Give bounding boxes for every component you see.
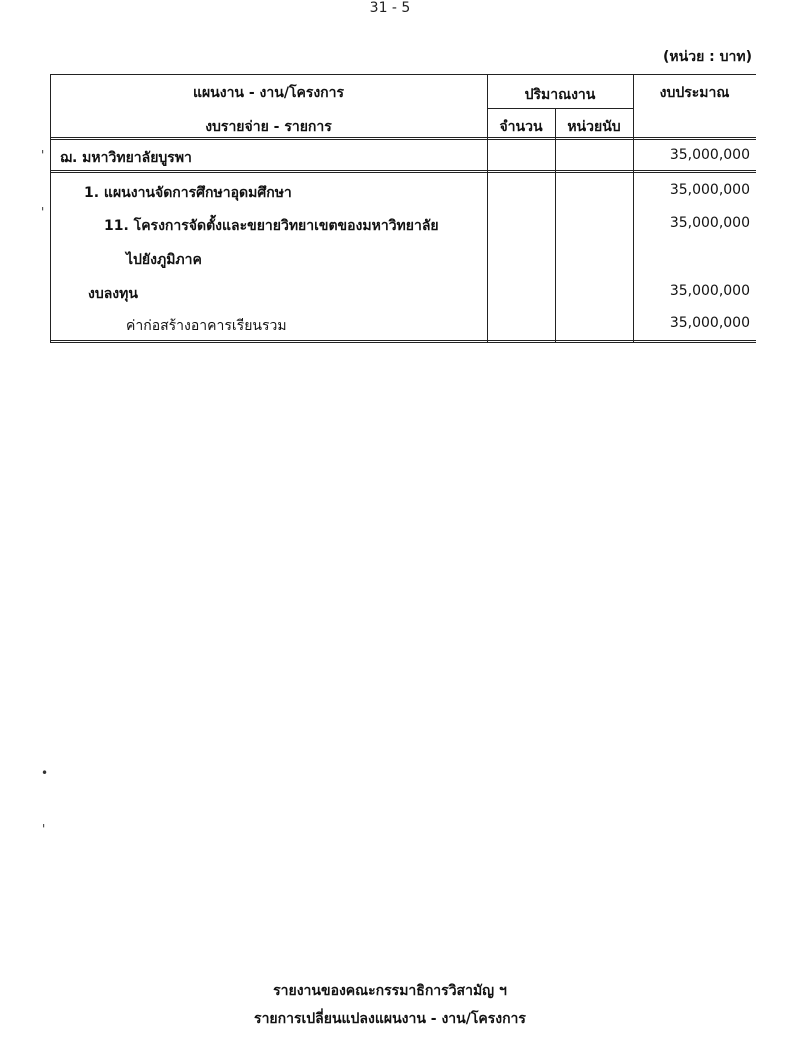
header-quantity: ปริมาณงาน [524, 87, 596, 103]
project-row-label-cont: ไปยังภูมิภาค [126, 252, 202, 268]
agency-label: ฌ. มหาวิทยาลัยบูรพา [60, 150, 192, 166]
project-row-budget: 35,000,000 [669, 215, 750, 231]
unit-label: (หน่วย : บาท) [663, 49, 752, 65]
agency-budget: 35,000,000 [669, 147, 750, 163]
construction-row-budget: 35,000,000 [669, 315, 750, 331]
header-quantity-amount: จำนวน [499, 119, 543, 135]
header-plan-label: แผนงาน - งาน/โครงการ [192, 85, 345, 101]
col-divider-3 [633, 74, 634, 342]
budget-table [50, 74, 756, 342]
construction-row-label: ค่าก่อสร้างอาคารเรียนรวม [126, 318, 287, 334]
col-divider-2 [555, 109, 556, 342]
table-top-border [50, 74, 756, 75]
scan-mark: ' [41, 205, 45, 219]
investment-row-label: งบลงทุน [88, 286, 138, 302]
scan-mark: ' [42, 822, 46, 836]
header-budget: งบประมาณ [659, 85, 730, 101]
plan-row-budget: 35,000,000 [669, 182, 750, 198]
quantity-header-divider [487, 108, 633, 109]
project-row-label: 11. โครงการจัดตั้งและขยายวิทยาเขตของมหาวิทยาลัย [104, 218, 439, 234]
scan-mark: • [41, 766, 49, 780]
col-divider-1 [487, 74, 488, 342]
header-quantity-unit: หน่วยนับ [567, 119, 621, 135]
table-bottom-border [50, 340, 756, 343]
page-number: 31 - 5 [369, 0, 411, 16]
header-expense-label: งบรายจ่าย - รายการ [205, 119, 332, 135]
footer-line-2: รายการเปลี่ยนแปลงแผนงาน - งาน/โครงการ [254, 1011, 526, 1027]
scan-mark: ' [41, 148, 45, 162]
agency-bottom-border [50, 170, 756, 173]
table-left-border [50, 74, 51, 342]
footer-line-1: รายงานของคณะกรรมาธิการวิสามัญ ฯ [273, 983, 507, 999]
plan-row-label: 1. แผนงานจัดการศึกษาอุดมศึกษา [84, 185, 292, 201]
investment-row-budget: 35,000,000 [669, 283, 750, 299]
